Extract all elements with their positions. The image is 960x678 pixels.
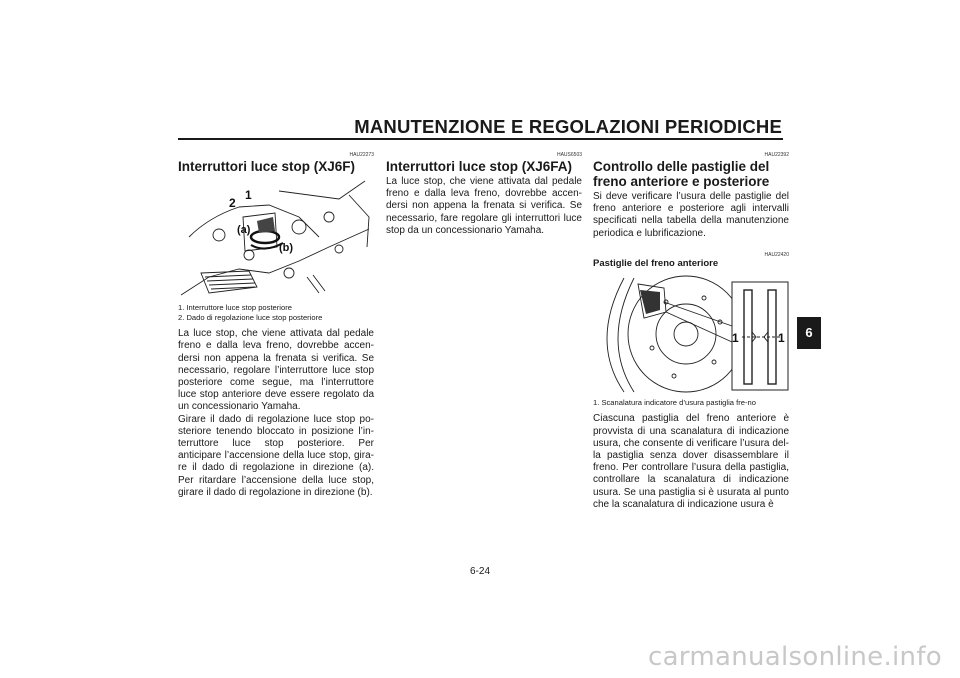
- figure-label-1: 1: [245, 188, 252, 202]
- figure-label-1: 1: [732, 330, 739, 345]
- figure-label-2: 2: [229, 196, 236, 210]
- body-paragraph: La luce stop, che viene attivata dal pedale freno e dalla leva freno, dovrebbe accen-dersi non appena la frenata si verifica. Se necessario, fare regolare gli interruttori luce stop da un concessionario Yamaha.: [386, 176, 582, 236]
- section-code: HAUS6503: [556, 152, 582, 158]
- body-paragraph: Girare il dado di regolazione luce stop po-steriore tenendo bloccato in posizione l’in-terruttore luce stop posteriore. Per anticipare l’accensione della luce stop, gira-re il dado di regolazione in direzione (a). Per ritardare l’accensione della luce stop, girare il dado di regolazione in direzione (b).: [178, 413, 374, 498]
- column-brake-pads: [593, 150, 789, 511]
- section-heading: Interruttori luce stop (XJ6FA): [386, 159, 573, 174]
- body-paragraph: Si deve verificare l’usura delle pastiglie del freno anteriore e posteriore agli intervalli specificati nella tabella della manutenzione periodica e lubrificazione.: [593, 191, 789, 239]
- subsection-heading: Pastiglie del freno anteriore: [593, 257, 719, 269]
- section-code: HAU22392: [764, 152, 789, 158]
- figure-captions: [593, 398, 789, 408]
- section-heading: Interruttori luce stop (XJ6F): [178, 159, 356, 174]
- section-heading: Controllo delle pastiglie del freno anteriore e posteriore: [593, 159, 770, 189]
- body-paragraph: La luce stop, che viene attivata dal pedale freno e dalla leva freno, dovrebbe accen-dersi non appena la frenata si verifica. Se necessario, regolare l’interruttore luce stop posteriore come segue, ma l’interruttore luce stop anteriore deve essere regolato da un concessionario Yamaha.: [178, 328, 374, 413]
- caption-item: 2. Dado di regolazione luce stop posteriore: [178, 312, 323, 322]
- figure-label-1: 1: [778, 330, 785, 345]
- header-rule: [178, 138, 783, 140]
- page-number: 6-24: [470, 566, 491, 577]
- page-title: MANUTENZIONE E REGOLAZIONI PERIODICHE: [354, 116, 782, 137]
- figure-label-a: (a): [237, 224, 251, 236]
- rear-brake-switch-figure: [178, 176, 376, 300]
- body-paragraph: Ciascuna pastiglia del freno anteriore è provvista di una scanalatura di indicazione usura, che consente di verificare l’usura del-la pastiglia senza dover disassemblare il freno. Per controllare l’usura della pastiglia, controllare la scanalatura di indicazione usura. Se una pastiglia si è usurata al punto che la scanalatura di indicazione usura è: [593, 413, 789, 510]
- section-code: HAU22273: [349, 152, 374, 158]
- watermark: carmanualsonline.info: [647, 642, 942, 672]
- caption-item: 1. Interruttore luce stop posteriore: [178, 303, 292, 312]
- section-code: HAU22420: [764, 251, 789, 258]
- figure-captions: [178, 303, 374, 322]
- figure-label-b: (b): [279, 242, 294, 254]
- column-brake-switch-xj6fa: [386, 150, 582, 237]
- chapter-tab: 6: [797, 317, 821, 349]
- column-brake-switch-xj6f: [178, 150, 374, 499]
- caption-item: 1. Scanalatura indicatore d’usura pastiglia fre-no: [593, 397, 756, 407]
- front-brake-pad-figure: [593, 271, 791, 395]
